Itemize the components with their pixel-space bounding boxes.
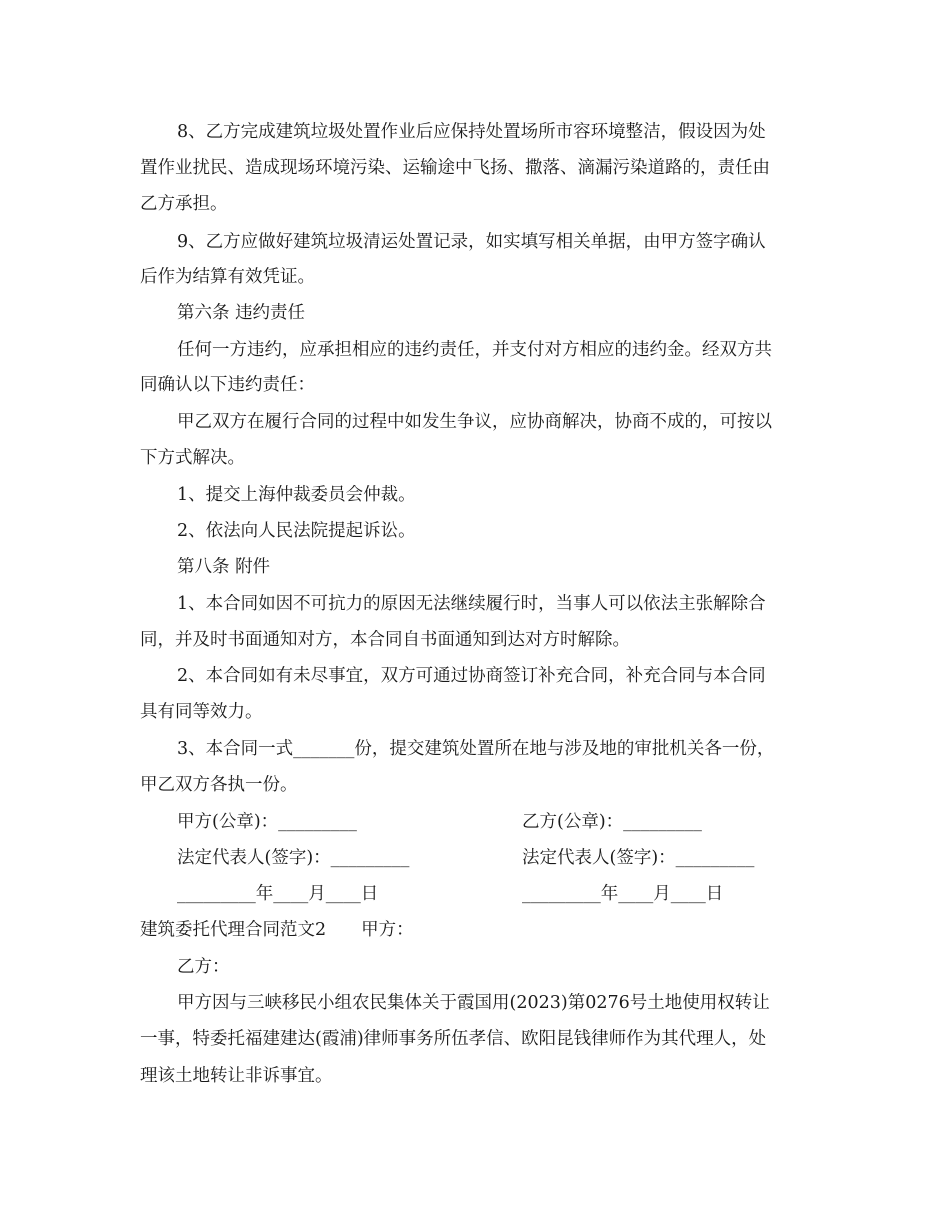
article-6-para-1-line-2: 同确认以下违约责任：	[140, 375, 315, 395]
contract-2-para-line-3: 理该土地转让非诉事宜。	[140, 1066, 333, 1086]
article-8-para-3-line-2: 甲乙双方各执一份。	[140, 775, 298, 795]
article-8-para-2-line-2: 具有同等效力。	[140, 702, 263, 722]
contract-2-para-line-2: 一事，特委托福建建达(霞浦)律师事务所伍孝信、欧阳昆钱律师作为其代理人，处	[140, 1029, 767, 1049]
party-b-date: _________年____月____日	[522, 884, 724, 904]
clause-8-line-2: 置作业扰民、造成现场环境污染、运输途中飞扬、撒落、滴漏污染道路的，责任由	[140, 158, 770, 178]
article-8-para-3-line-1: 3、本合同一式_______份，提交建筑处置所在地与涉及地的审批机关各一份，	[177, 739, 775, 759]
article-6-para-2-line-1: 甲乙双方在履行合同的过程中如发生争议，应协商解决，协商不成的，可按以	[177, 412, 772, 432]
article-6-heading: 第六条 违约责任	[177, 303, 306, 323]
dispute-option-2: 2、依法向人民法院提起诉讼。	[177, 521, 416, 541]
article-6-para-1-line-1: 任何一方违约，应承担相应的违约责任，并支付对方相应的违约金。经双方共	[177, 340, 772, 360]
party-a-seal: 甲方(公章)：_________	[177, 812, 357, 832]
contract-2-party-b: 乙方：	[177, 957, 230, 977]
party-a-representative: 法定代表人(签字)：_________	[177, 848, 410, 868]
contract-2-para-line-1: 甲方因与三峡移民小组农民集体关于霞国用(2023)第0276号土地使用权转让	[177, 993, 770, 1013]
article-8-heading: 第八条 附件	[177, 557, 271, 577]
article-8-para-2-line-1: 2、本合同如有未尽事宜，双方可通过协商签订补充合同，补充合同与本合同	[177, 666, 766, 686]
article-6-para-2-line-2: 下方式解决。	[140, 448, 245, 468]
clause-9-line-2: 后作为结算有效凭证。	[140, 267, 315, 287]
clause-9-line-1: 9、乙方应做好建筑垃圾清运处置记录，如实填写相关单据，由甲方签字确认	[177, 232, 766, 252]
clause-8-line-1: 8、乙方完成建筑垃圾处置作业后应保持处置场所市容环境整洁，假设因为处	[177, 122, 766, 142]
article-8-para-1-line-2: 同，并及时书面通知对方，本合同自书面通知到达对方时解除。	[140, 630, 630, 650]
party-a-date: _________年____月____日	[177, 884, 379, 904]
party-b-seal: 乙方(公章)：_________	[522, 812, 702, 832]
contract-2-title: 建筑委托代理合同范文2 甲方：	[140, 920, 414, 940]
clause-8-line-3: 乙方承担。	[140, 194, 228, 214]
article-8-para-1-line-1: 1、本合同如因不可抗力的原因无法继续履行时，当事人可以依法主张解除合	[177, 594, 766, 614]
dispute-option-1: 1、提交上海仲裁委员会仲裁。	[177, 485, 416, 505]
party-b-representative: 法定代表人(签字)：_________	[522, 848, 755, 868]
